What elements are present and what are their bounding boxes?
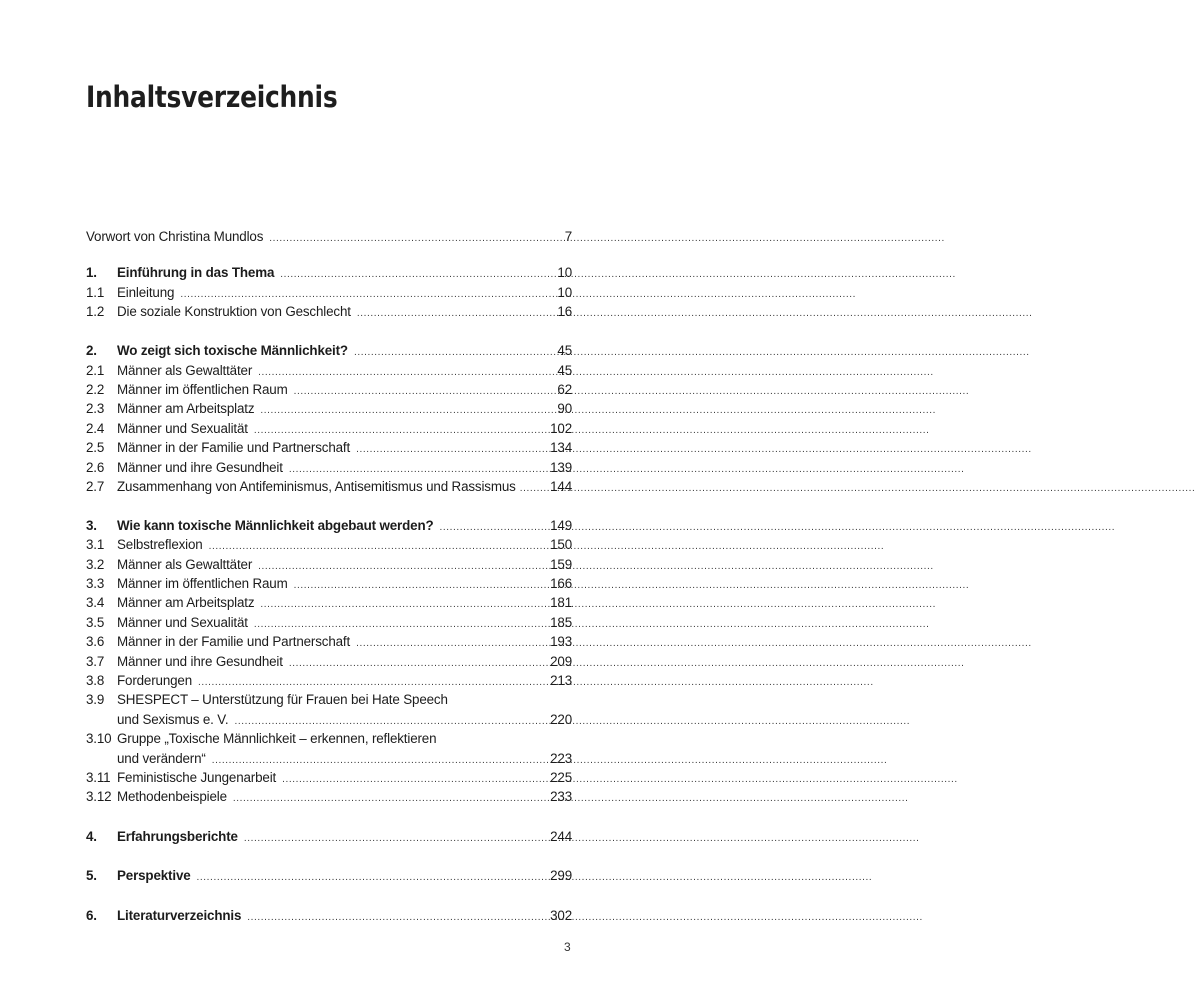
toc-entry-number: 3.7 [86, 653, 105, 669]
toc-entry-page: 233 [550, 789, 572, 805]
dot-leader [258, 557, 544, 576]
toc-entry-title: Einleitung [117, 284, 175, 300]
toc-entry-title: Männer im öffentlichen Raum [117, 576, 288, 592]
toc-entry-title: Feministische Jungenarbeit [117, 769, 277, 785]
dot-leader [269, 229, 546, 248]
toc-entry-title: Vorwort von Christina Mundlos [86, 229, 264, 244]
toc-entry-1-1 [86, 283, 572, 302]
toc-entry-page: 102 [550, 420, 572, 436]
toc-chapter-title: Wo zeigt sich toxische Männlichkeit? [117, 343, 348, 359]
dot-leader [294, 576, 544, 595]
toc-entry-number: 3.4 [86, 595, 105, 611]
dot-leader [260, 401, 546, 420]
toc-entry-2-4 [86, 419, 572, 438]
dot-leader [294, 382, 546, 401]
dot-leader [247, 908, 544, 927]
toc-entry-number: 1.2 [86, 304, 105, 320]
toc-entry-page: 10 [557, 284, 572, 300]
toc-entry-title: Männer in der Familie und Partnerschaft [117, 440, 351, 456]
toc-chapter-number: 4. [86, 828, 97, 844]
dot-leader [354, 343, 546, 362]
toc-entry-title: Männer und ihre Gesundheit [117, 459, 283, 475]
toc-entry-page: 181 [550, 595, 572, 611]
toc-entry-number: 3.12 [86, 789, 112, 805]
toc-chapter-number: 6. [86, 907, 97, 923]
toc-chapter-page: 299 [550, 868, 572, 884]
toc-entry-3-5 [86, 613, 572, 632]
toc-entry-3-12 [86, 787, 572, 806]
toc-entry-page: 90 [557, 401, 572, 417]
toc-entry-3-11 [86, 768, 572, 787]
toc-entry-title: Methodenbeispiele [117, 789, 227, 805]
toc-entry-2-2 [86, 380, 572, 399]
toc-entry-3-9-continued [86, 710, 572, 729]
toc-entry-page: 185 [550, 614, 572, 630]
toc-entry-page: 62 [557, 381, 572, 397]
toc-entry-number: 2.5 [86, 440, 105, 456]
toc-chapter-page: 10 [557, 265, 572, 281]
dot-leader [260, 595, 544, 614]
toc-entry-title-line2: und verändern“ [117, 750, 206, 766]
page-title: Inhaltsverzeichnis [86, 80, 338, 114]
dot-leader [356, 440, 544, 459]
toc-entry-3-2 [86, 555, 572, 574]
toc-chapter-page: 149 [550, 517, 572, 533]
toc-entry-page: 144 [550, 478, 572, 494]
toc-entry-page: 193 [550, 634, 572, 650]
toc-chapter-3 [86, 516, 572, 535]
toc-chapter-number: 3. [86, 517, 97, 533]
dot-leader [209, 537, 545, 556]
toc-entry-title: Männer als Gewalttäter [117, 362, 253, 378]
toc-entry-title: Die soziale Konstruktion von Geschlecht [117, 304, 351, 320]
dot-leader [357, 304, 546, 323]
toc-entry-3-10 [86, 729, 572, 748]
toc-entry-3-9 [86, 690, 572, 709]
toc-entry-title: Männer am Arbeitsplatz [117, 401, 255, 417]
toc-chapter-page: 302 [550, 907, 572, 923]
toc-entry-number: 3.1 [86, 537, 105, 553]
toc-entry-title: Zusammenhang von Antifeminismus, Antisemitismus und Rassismus [117, 478, 516, 494]
toc-entry-number: 2.1 [86, 362, 105, 378]
toc-chapter-number: 1. [86, 265, 97, 281]
toc-entry-page: 134 [550, 440, 572, 456]
dot-leader [244, 829, 544, 848]
toc-entry-title-line1: Gruppe „Toxische Männlichkeit – erkennen, reflektieren [117, 731, 437, 747]
toc-entry-3-1 [86, 535, 572, 554]
toc-entry-page: 45 [557, 362, 572, 378]
toc-entry-title: Männer in der Familie und Partnerschaft [117, 634, 351, 650]
toc-entry-page: 220 [550, 711, 572, 727]
toc-entry-3-8 [86, 671, 572, 690]
toc-entry-page: 7 [564, 229, 572, 244]
toc-entry-title: Männer und Sexualität [117, 420, 248, 436]
dot-leader [233, 789, 544, 808]
toc-entry-number: 2.3 [86, 401, 105, 417]
toc-entry-number: 2.6 [86, 459, 105, 475]
dot-leader [258, 363, 546, 382]
toc-entry-number: 3.6 [86, 634, 105, 650]
toc-chapter-5 [86, 866, 572, 885]
toc-entry-number: 3.3 [86, 576, 105, 592]
toc-entry-title: Männer als Gewalttäter [117, 556, 253, 572]
toc-entry-2-3 [86, 399, 572, 418]
toc-entry-page: 225 [550, 769, 572, 785]
dot-leader [440, 518, 545, 537]
toc-chapter-title: Einführung in das Thema [117, 265, 275, 281]
toc-entry-title-line1: SHESPECT – Unterstützung für Frauen bei Hate Speech [117, 692, 448, 708]
toc-entry-number: 3.10 [86, 731, 112, 747]
toc-chapter-title: Erfahrungsberichte [117, 828, 238, 844]
dot-leader [197, 868, 545, 887]
toc-entry-title: Männer am Arbeitsplatz [117, 595, 255, 611]
toc-entry-page: 166 [550, 576, 572, 592]
toc-entry-number: 3.8 [86, 673, 105, 688]
dot-leader [289, 654, 544, 673]
toc-entry-page: 139 [550, 459, 572, 475]
toc-entry-3-6 [86, 632, 572, 651]
toc-entry-2-7 [86, 477, 572, 496]
toc-chapter-number: 5. [86, 868, 97, 884]
table-of-contents [86, 227, 572, 925]
toc-entry-page: 150 [550, 537, 572, 553]
toc-chapter-1 [86, 263, 572, 282]
toc-chapter-title: Wie kann toxische Männlichkeit abgebaut werden? [117, 517, 434, 533]
toc-entry-title: Selbstreflexion [117, 537, 203, 553]
toc-entry-3-7 [86, 652, 572, 671]
dot-leader [356, 634, 544, 653]
toc-entry-title: Männer und ihre Gesundheit [117, 653, 283, 669]
toc-entry-number: 2.2 [86, 381, 105, 397]
toc-entry-number: 2.4 [86, 420, 105, 436]
toc-entry-page: 209 [550, 653, 572, 669]
toc-entry-2-1 [86, 361, 572, 380]
toc-entry-title-line2: und Sexismus e. V. [117, 711, 229, 727]
toc-entry-2-6 [86, 458, 572, 477]
toc-entry-3-10-continued [86, 749, 572, 768]
toc-entry-3-3 [86, 574, 572, 593]
toc-chapter-6 [86, 906, 572, 925]
toc-entry-number: 2.7 [86, 478, 105, 494]
toc-chapter-title: Perspektive [117, 868, 191, 884]
toc-entry-page: 159 [550, 556, 572, 572]
dot-leader [520, 479, 546, 498]
toc-entry-title: Männer und Sexualität [117, 614, 248, 630]
toc-entry-page: 16 [557, 304, 572, 320]
toc-entry-number: 1.1 [86, 284, 105, 300]
toc-chapter-title: Literaturverzeichnis [117, 907, 242, 923]
toc-entry-1-2 [86, 302, 572, 321]
toc-entry-page: 213 [550, 673, 572, 688]
toc-entry-number: 3.11 [86, 769, 111, 785]
page-number: 3 [564, 940, 571, 954]
toc-chapter-page: 244 [550, 828, 572, 844]
toc-entry-title: Forderungen [117, 673, 193, 688]
toc-entry-number: 3.5 [86, 614, 105, 630]
toc-entry-3-4 [86, 593, 572, 612]
toc-entry-number: 3.2 [86, 556, 105, 572]
toc-entry-title: Männer im öffentlichen Raum [117, 381, 288, 397]
dot-leader [282, 770, 544, 789]
toc-entry-page: 223 [550, 750, 572, 766]
toc-entry-foreword [86, 227, 572, 246]
toc-entry-number: 3.9 [86, 692, 105, 708]
toc-entry-2-5 [86, 438, 572, 457]
toc-chapter-number: 2. [86, 343, 97, 359]
toc-chapter-4 [86, 827, 572, 846]
dot-leader [280, 265, 546, 284]
toc-chapter-2 [86, 341, 572, 360]
toc-chapter-page: 45 [557, 343, 572, 359]
